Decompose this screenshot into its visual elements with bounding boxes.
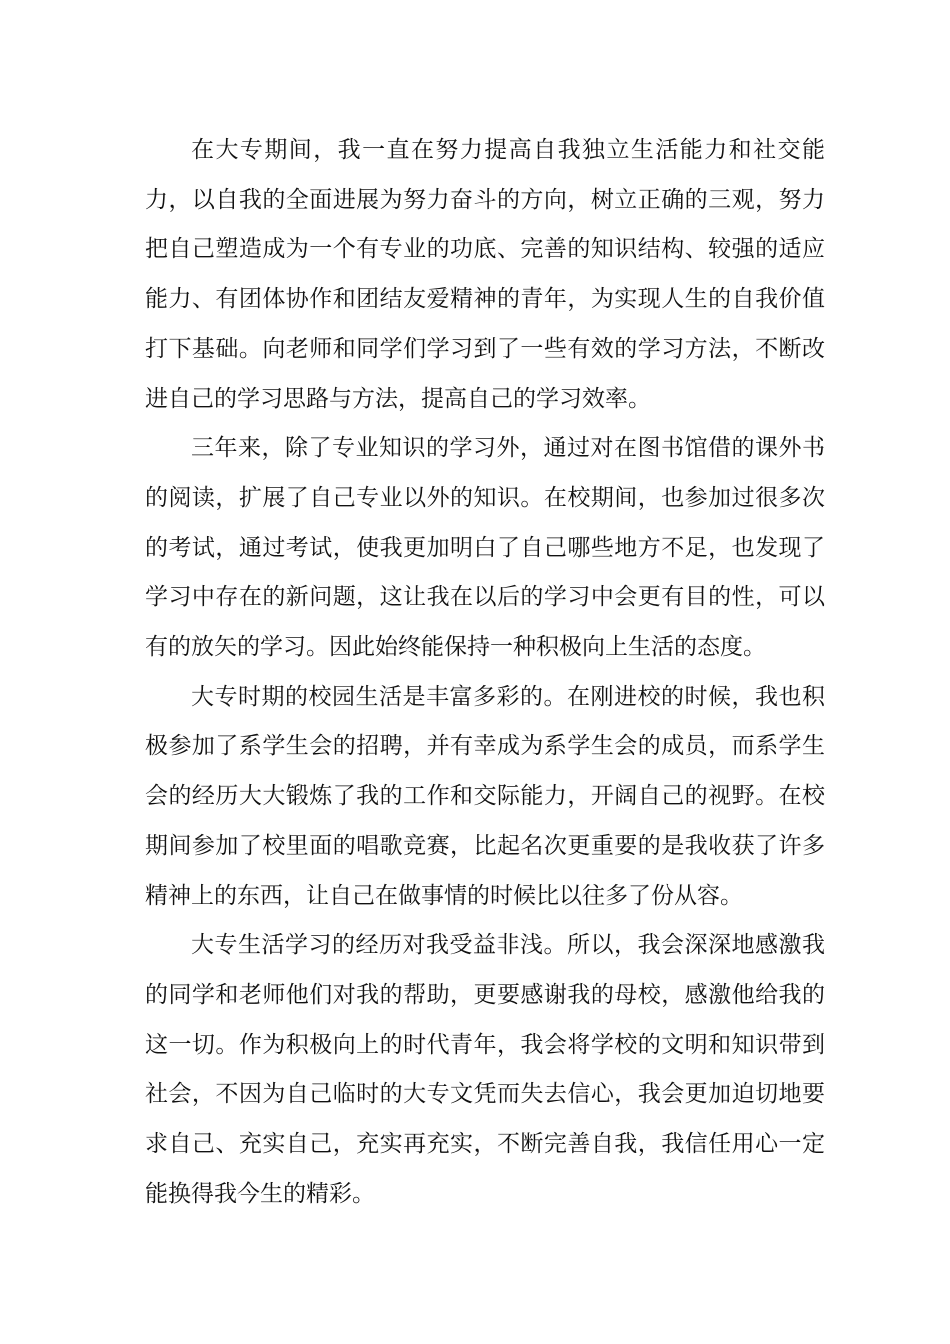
paragraph-4: 大专生活学习的经历对我受益非浅。所以，我会深深地感激我的同学和老师他们对我的帮助，更要感谢我的母校，感激他给我的这一切。作为积极向上的时代青年，我会将学校的文明和知识带到社会，不因为自己临时的大专文凭而失去信心，我会更加迫切地要求自己、充实自己，充实再充实，不断完善自我，我信任用心一定能换得我今生的精彩。 [145,932,825,1207]
paragraph-3: 大专时期的校园生活是丰富多彩的。在刚进校的时候，我也积极参加了系学生会的招聘，并有幸成为系学生会的成员，而系学生会的经历大大锻炼了我的工作和交际能力，开阔自己的视野。在校期间参加了校里面的唱歌竞赛，比起名次更重要的是我收获了许多精神上的东西，让自己在做事情的时候比以往多了份从容。 [145,683,825,909]
paragraph-2: 三年来，除了专业知识的学习外，通过对在图书馆借的课外书的阅读，扩展了自己专业以外的知识。在校期间，也参加过很多次的考试，通过考试，使我更加明白了自己哪些地方不足，也发现了学习中存在的新问题，这让我在以后的学习中会更有目的性，可以有的放矢的学习。因此始终能保持一种积极向上生活的态度。 [145,435,825,661]
document-body [145,126,825,1219]
paragraph-1: 在大专期间，我一直在努力提高自我独立生活能力和社交能力，以自我的全面进展为努力奋斗的方向，树立正确的三观，努力把自己塑造成为一个有专业的功底、完善的知识结构、较强的适应能力、有团体协作和团结友爱精神的青年，为实现人生的自我价值打下基础。向老师和同学们学习到了一些有效的学习方法，不断改进自己的学习思路与方法，提高自己的学习效率。 [145,137,825,412]
